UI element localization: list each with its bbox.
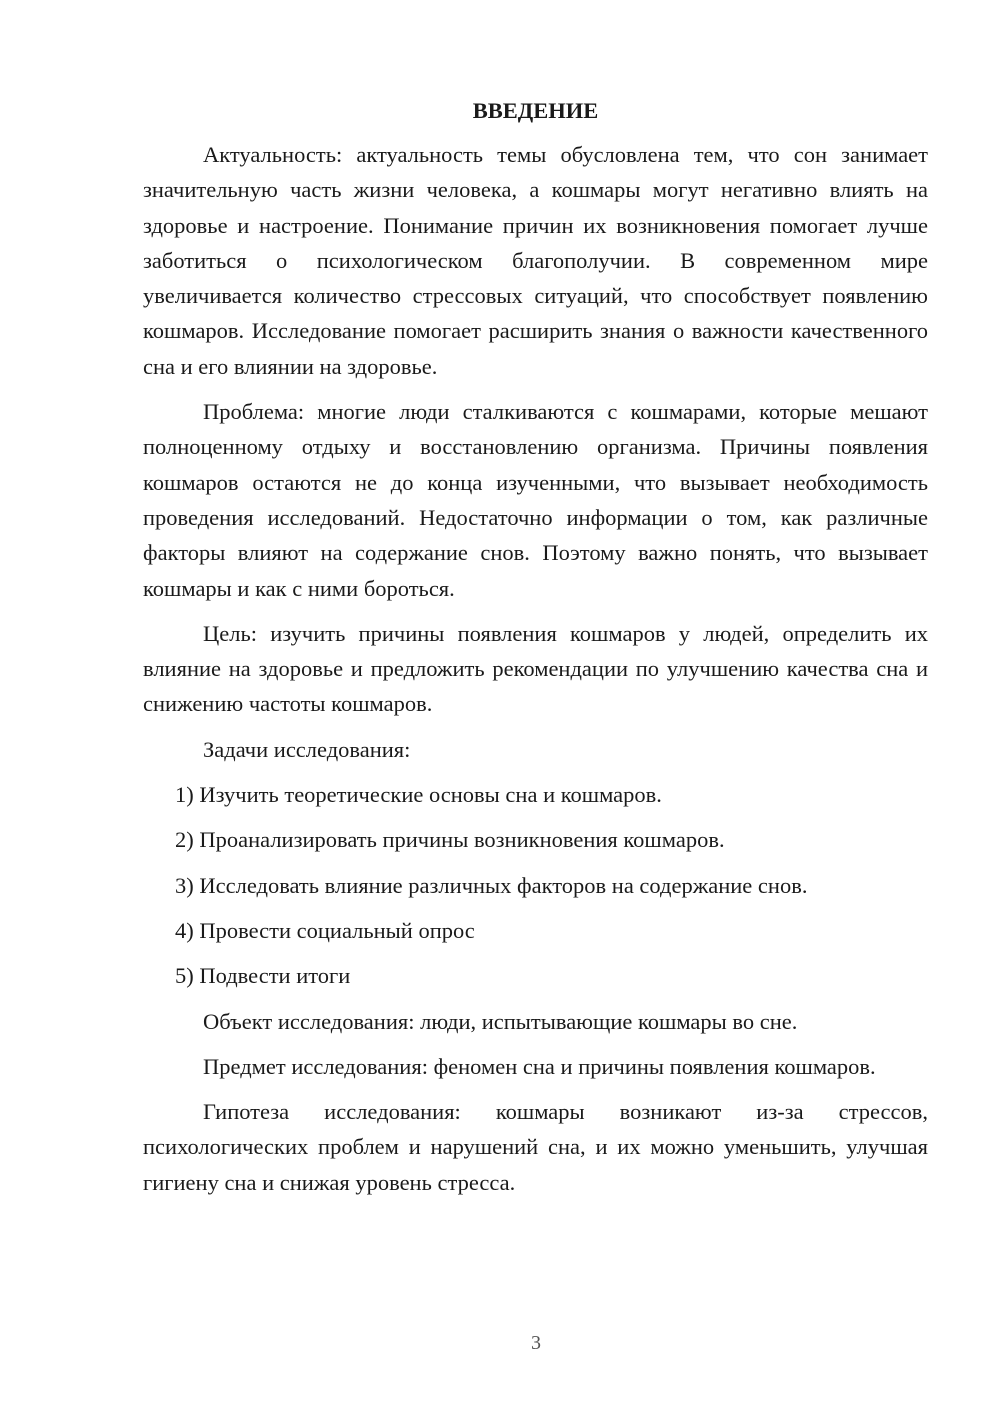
- hypothesis-paragraph: Гипотеза исследования: кошмары возникают из-за стрессов, психологических проблем и нарушений сна, и их можно уменьшить, улучшая гигиену сна и снижая уровень стресса.: [143, 1099, 928, 1195]
- problem-paragraph: Проблема: многие люди сталкиваются с кошмарами, которые мешают полноценному отдыху и восстановлению организма. Причины появления кошмаров остаются не до конца изученными, что вызывает необходимость проведения исследований. Недостаточно информации о том, как различные факторы влияют на содержание снов. Поэтому важно понять, что вызывает кошмары и как с ними бороться.: [143, 399, 928, 601]
- task-item: 1) Изучить теоретические основы сна и кошмаров.: [175, 782, 662, 808]
- goal-paragraph: Цель: изучить причины появления кошмаров у людей, определить их влияние на здоровье и предложить рекомендации по улучшению качества сна и снижению частоты кошмаров.: [143, 620, 928, 717]
- task-item: 3) Исследовать влияние различных факторов на содержание снов.: [175, 872, 808, 898]
- section-title: ВВЕДЕНИЕ: [472, 98, 599, 123]
- object-paragraph: Объект исследования: люди, испытывающие кошмары во сне.: [203, 1008, 798, 1034]
- page-number: 3: [531, 1332, 541, 1354]
- tasks-list: [143, 777, 928, 993]
- task-item: 4) Провести социальный опрос: [175, 917, 475, 943]
- task-item: 5) Подвести итоги: [175, 963, 351, 989]
- page-content: [143, 96, 928, 1210]
- task-item: 2) Проанализировать причины возникновения кошмаров.: [175, 827, 725, 853]
- relevance-paragraph: Актуальность: актуальность темы обусловлена тем, что сон занимает значительную часть жизни человека, а кошмары могут негативно влиять на здоровье и настроение. Понимание причин их возникновения помогает лучше заботиться о психологическом благополучии. В современном мире увеличивается количество стрессовых ситуаций, что способствует появлению кошмаров. Исследование помогает расширить знания о важности качественного сна и его влиянии на здоровье.: [143, 142, 928, 379]
- tasks-heading: Задачи исследования:: [203, 736, 411, 762]
- subject-paragraph: Предмет исследования: феномен сна и причины появления кошмаров.: [203, 1053, 876, 1079]
